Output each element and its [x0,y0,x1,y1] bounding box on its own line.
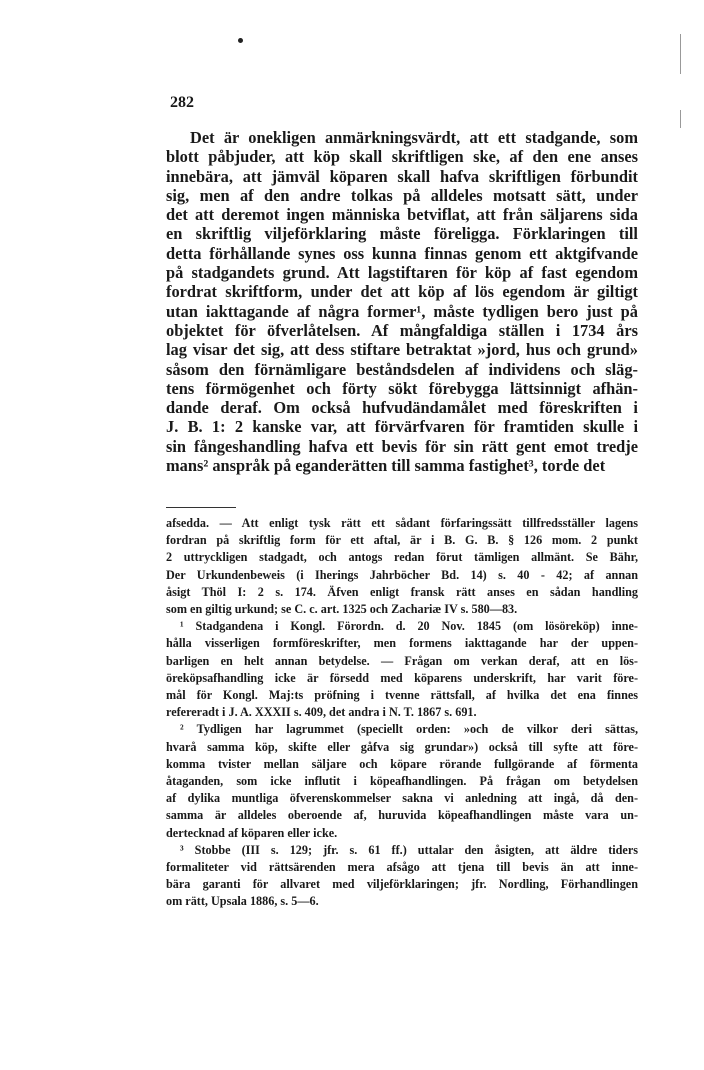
text-line: en skriftlig viljeförklaring måste föreligga. Förklaringen till [166,224,638,244]
footnote-line: fordran på skriftlig form för ett aftal, är i B. G. B. § 126 mom. 2 punkt [166,533,638,548]
footnote-line: samma är alldeles oberoende af, huruvida köpeafhandlingen måste vara un- [166,808,638,823]
footnote-line: öreköpsafhandling icke är försedd med köparens underskrift, har varit före- [166,670,638,685]
text-line: sin fångeshandling hafva ett bevis för sin rätt gent emot tredje [166,436,638,456]
page-number: 282 [170,94,194,111]
footnote-separator [166,507,236,508]
text-line: blott påbjuder, att köp skall skriftligen ske, af den ene anses [166,147,638,167]
text-line: tens förmögenhet och förty sökt förebygga lättsinnigt afhän- [166,378,638,398]
footnote-line: ¹ Stadgandena i Kongl. Förordn. d. 20 Nov. 1845 (om lösöreköp) inne- [180,619,638,634]
text-line: det att deremot ingen människa betviflat, att från säljarens sida [166,205,638,225]
footnote-line: afsedda. — Att enligt tysk rätt ett sådant förfaringssätt tillfredsställer lagens [166,516,638,530]
text-line: objektet för öfverlåtelsen. Af mångfaldiga ställen i 1734 års [166,320,638,340]
footnote-line: åsigt Thöl I: 2 s. 174. Äfven enligt fransk rätt anses en sådan handling [166,584,638,599]
footnote-line: hålla visserligen formföreskrifter, men formens iakttagande har der uppen- [166,636,638,651]
main-text [166,128,638,475]
footnote-line: ³ Stobbe (III s. 129; jfr. s. 61 ff.) uttalar den åsigten, att äldre tiders [180,842,638,857]
footnote-line: Der Urkundenbeweis (i Iherings Jahrböcher Bd. 14) s. 40 - 42; af annan [166,567,638,582]
footnote-line: hvarå samma köp, skifte eller gåfva sig grundar») också till syfte att före- [166,739,638,754]
text-line: dande deraf. Om också hufvudändamålet med föreskriften i [166,398,638,418]
footnote-line: ² Tydligen har lagrummet (speciellt orden: »och de vilkor deri sättas, [180,722,638,737]
page-edge-mark [680,34,681,74]
footnote-line: åtaganden, som icke influtit i köpeafhandlingen. På frågan om betydelsen [166,774,638,789]
ink-speck [238,38,243,43]
text-line: sig, men af den andre tolkas på alldeles motsatt sätt, under [166,185,638,205]
footnote-line: af dylika muntliga öfverenskommelser sakna vi anledning att ingå, då den- [166,791,638,806]
footnote-line: 2 uttryckligen stadgadt, och antogs redan förut tämligen allmänt. Se Bähr, [166,550,638,565]
footnote-line: om rätt, Upsala 1886, s. 5—6. [166,894,319,909]
footnote-line: mål för Kongl. Maj:ts pröfning i tvenne rättsfall, af hvilka det ena finnes [166,688,638,703]
text-line: innebära, att jämväl köparen skall hafva skriftligen förbundit [166,166,638,186]
text-line: mans² anspråk på eganderätten till samma fastighet³, torde det [166,456,606,476]
footnotes [166,515,638,911]
footnote-line: barligen en helt annan betydelse. — Frågan om verkan deraf, att en lös- [166,653,638,668]
text-line: fordrat skriftform, under det att köp af lös egendom är giltigt [166,282,638,302]
footnote-line: formaliteter vid rättsärenden mera afsågo att tjena till bevis än att inne- [166,860,638,875]
footnote-line: dertecknad af köparen eller icke. [166,825,338,840]
text-line: lag visar det sig, att dess stiftare betraktat »jord, hus och grund» [166,340,638,360]
footnote-line: bära garanti för allvaret med viljeförklaringen; jfr. Nordling, Förhandlingen [166,877,638,892]
text-line: detta förhållande synes oss kunna finnas genom ett aktgifvande [166,243,638,263]
footnote-line: refereradt i J. A. XXXII s. 409, det andra i N. T. 1867 s. 691. [166,705,477,720]
text-line: på stadgandets grund. Att lagstiftaren för köp af fast egendom [166,263,638,283]
text-line: J. B. 1: 2 kanske var, att förvärfvaren för framtiden skulle i [166,417,638,437]
footnote-line: som en giltig urkund; se C. c. art. 1325 och Zachariæ IV s. 580—83. [166,602,518,617]
footnote-line: komma tvister mellan säljare och köpare rörande fullgörande af förmenta [166,756,638,771]
page-edge-mark [680,110,681,128]
text-line: Det är onekligen anmärkningsvärdt, att ett stadgande, som [190,128,638,147]
text-line: utan iakttagande af några former¹, måste tydligen bero just på [166,301,638,321]
text-line: såsom den förnämligare beståndsdelen af individens och släg- [166,359,638,379]
